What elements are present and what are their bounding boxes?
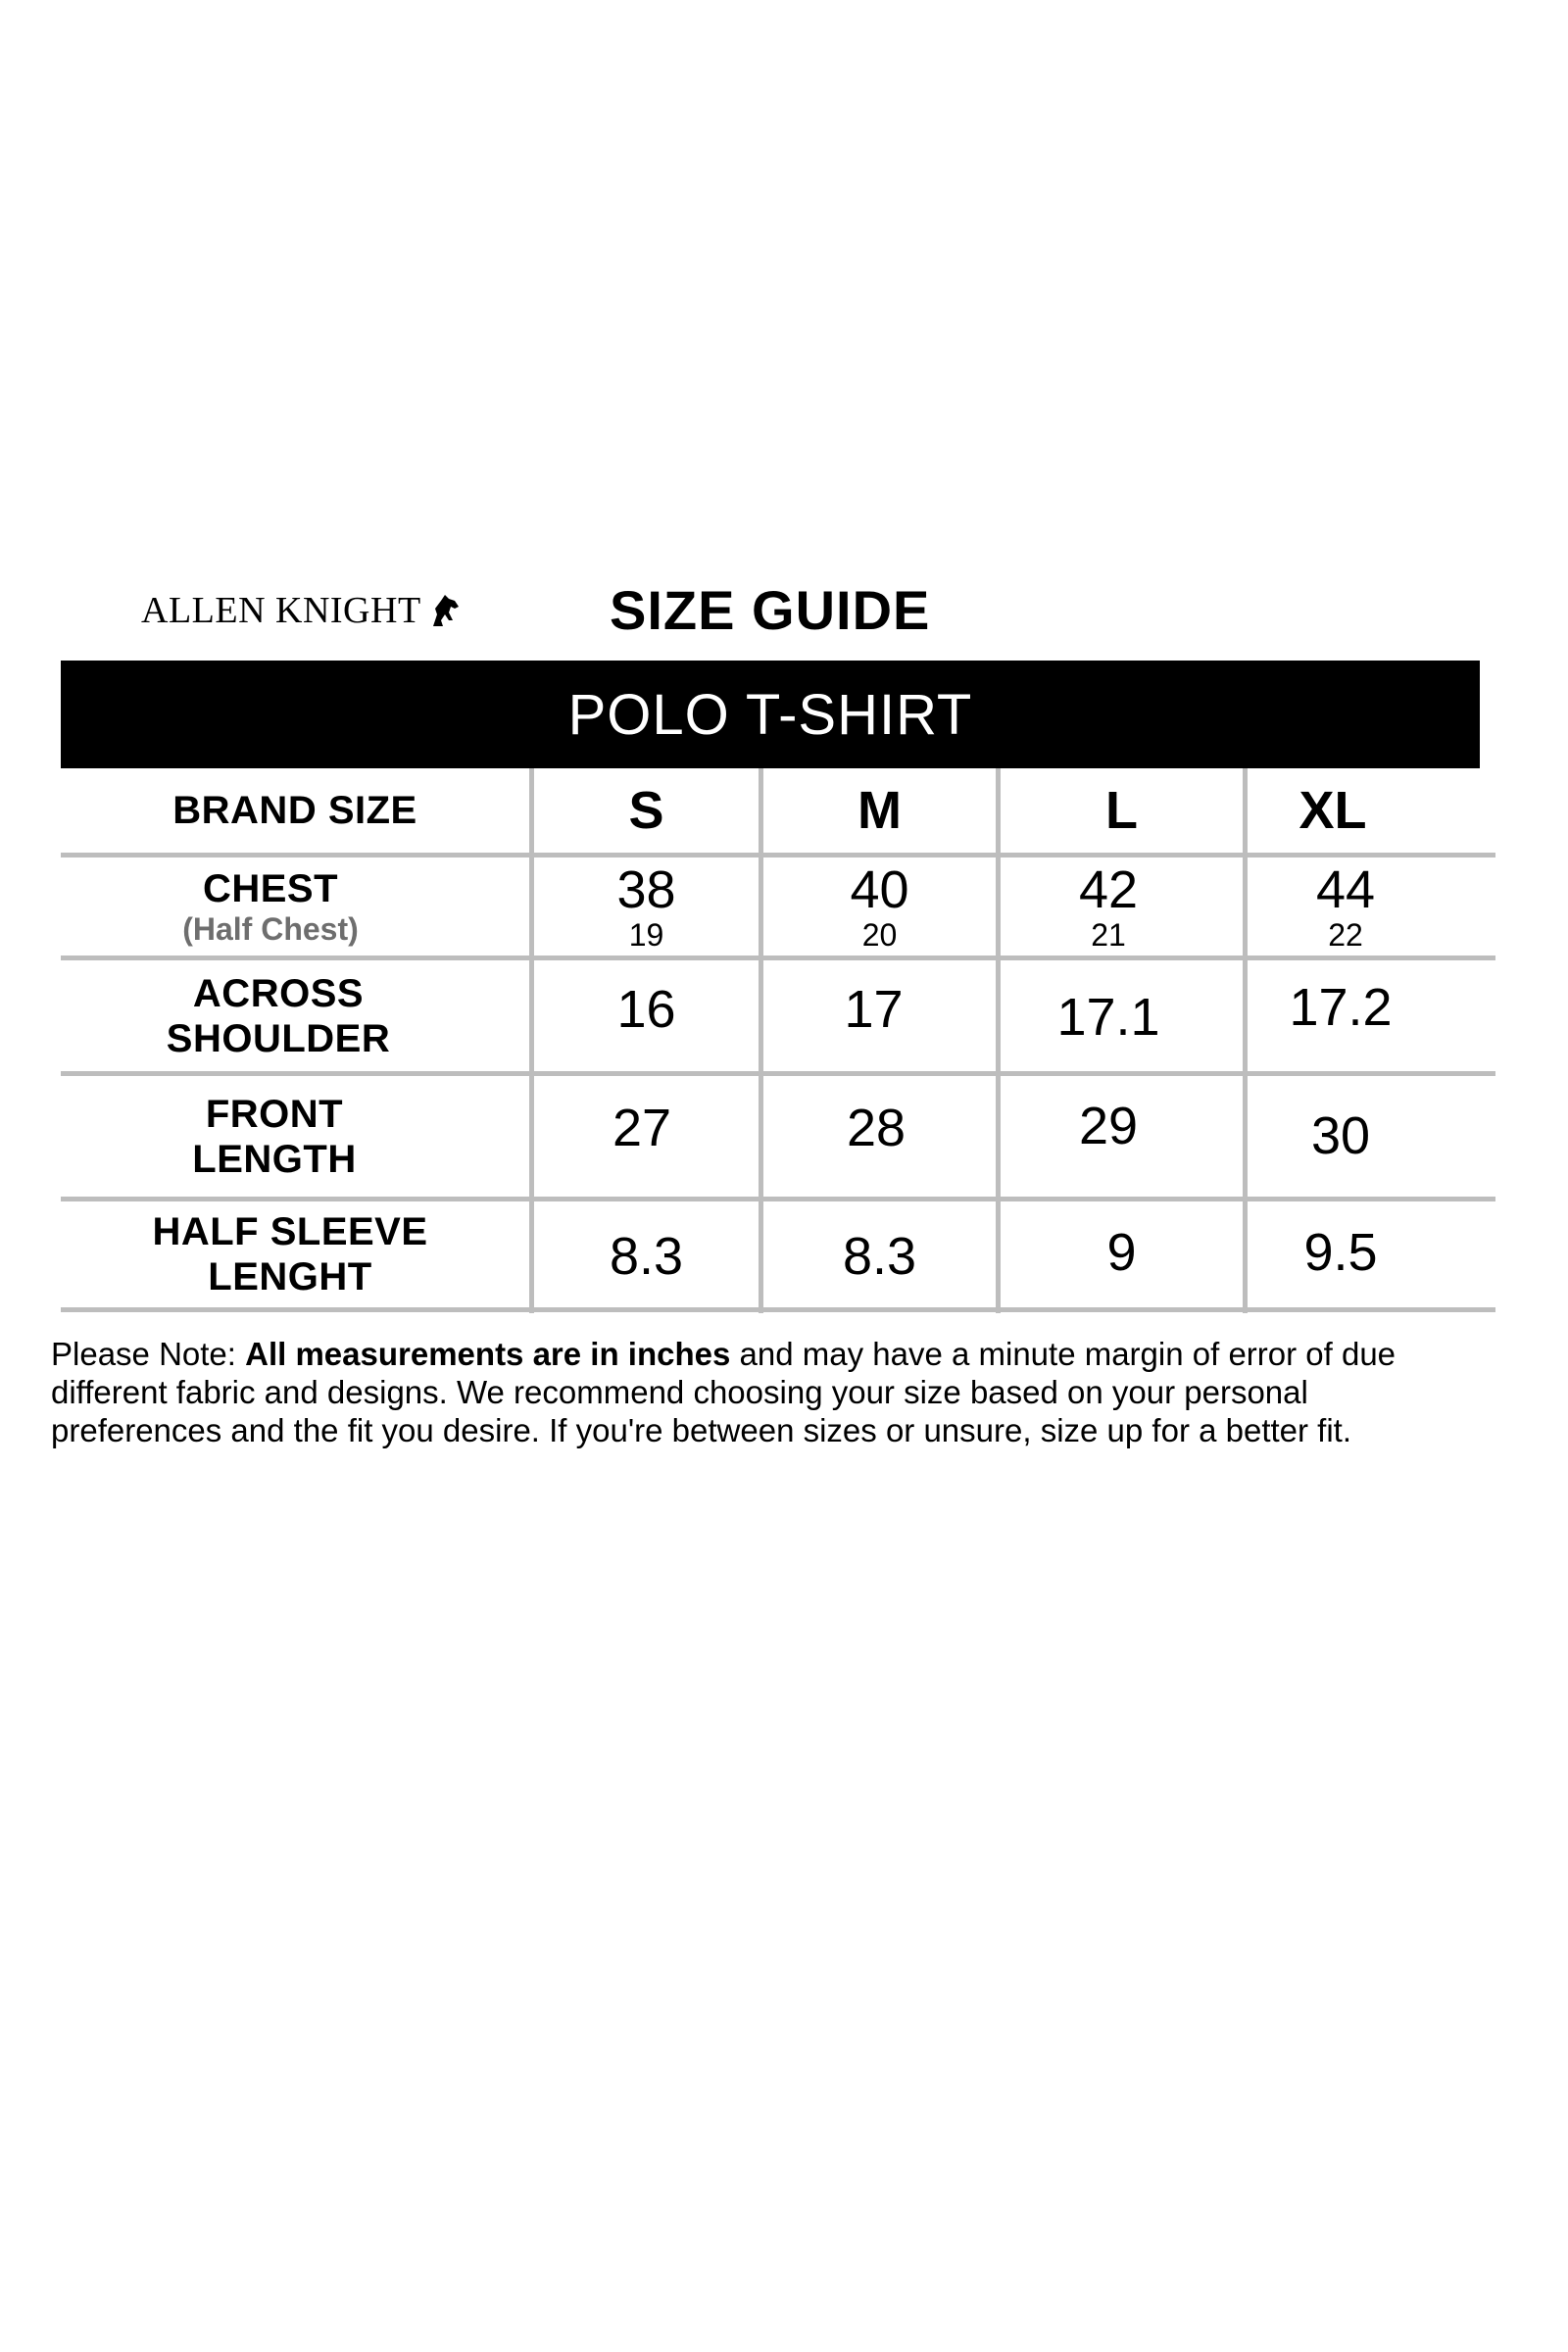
note-line-2: different fabric and designs. We recommend choosing your size based on your personal — [51, 1374, 1308, 1410]
row-sublabel: (Half Chest) — [182, 911, 359, 947]
row-label-chest — [61, 858, 480, 956]
brand-size-label: BRAND SIZE — [172, 789, 417, 832]
row-label: ACROSS — [192, 971, 365, 1015]
measurement-value: 28 — [846, 1099, 906, 1157]
chest-s — [534, 858, 759, 956]
measurement-value: 30 — [1310, 1106, 1371, 1165]
measurement-value: 17.2 — [1289, 978, 1393, 1037]
half-sleeve-m — [763, 1207, 996, 1305]
row-label: FRONT — [205, 1092, 344, 1136]
front-length-s — [534, 1076, 750, 1180]
size-label: L — [1105, 781, 1138, 840]
row-divider — [61, 1307, 1495, 1312]
size-header-m — [763, 768, 996, 853]
measurement-value: 29 — [1078, 1097, 1139, 1155]
measurement-value: 38 — [616, 860, 676, 919]
half-sleeve-xl — [1248, 1201, 1434, 1303]
row-label: SHOULDER — [166, 1016, 391, 1060]
half-sleeve-s — [534, 1207, 759, 1305]
note-line-1-rest: and may have a minute margin of error of due — [730, 1336, 1396, 1372]
row-label-half-sleeve — [61, 1201, 519, 1307]
note-line-1 — [51, 1335, 1550, 1373]
size-label: S — [628, 781, 664, 840]
half-sleeve-l — [1001, 1201, 1243, 1303]
measurement-value: 44 — [1315, 860, 1376, 919]
note-line-3: preferences and the fit you desire. If you're between sizes or unsure, size up for a better fit. — [51, 1412, 1352, 1448]
size-label: M — [858, 781, 902, 840]
measurement-value: 16 — [616, 980, 676, 1039]
measurement-note — [51, 1335, 1550, 1449]
size-header-xl — [1248, 768, 1418, 853]
row-label: LENGTH — [192, 1137, 357, 1181]
measurement-value: 40 — [850, 860, 909, 919]
measurement-value: 17.1 — [1056, 988, 1160, 1047]
page-title: SIZE GUIDE — [610, 579, 931, 641]
size-header-s — [534, 768, 759, 853]
shoulder-m — [763, 960, 984, 1058]
measurement-value: 27 — [612, 1099, 672, 1157]
measurement-value: 8.3 — [842, 1227, 917, 1286]
note-prefix: Please Note: — [51, 1336, 246, 1372]
row-label-across-shoulder — [61, 960, 496, 1071]
chest-m — [763, 858, 996, 956]
size-header-l — [1001, 768, 1243, 853]
measurement-value: 9 — [1106, 1223, 1137, 1282]
row-label: HALF SLEEVE — [152, 1210, 428, 1253]
front-length-l — [1001, 1076, 1216, 1176]
measurement-value: 42 — [1078, 860, 1139, 919]
row-label: CHEST — [202, 867, 339, 910]
note-bold: All measurements are in inches — [245, 1336, 731, 1372]
row-label: LENGHT — [208, 1255, 372, 1298]
shoulder-l — [1001, 968, 1216, 1066]
half-value: 22 — [1328, 917, 1363, 953]
half-value: 20 — [861, 917, 898, 953]
half-value: 19 — [628, 917, 664, 953]
measurement-value: 9.5 — [1303, 1223, 1378, 1282]
front-length-xl — [1248, 1084, 1434, 1188]
product-banner: POLO T-SHIRT — [61, 661, 1480, 768]
shoulder-xl — [1248, 960, 1434, 1054]
half-value: 21 — [1091, 917, 1126, 953]
chest-l — [1001, 858, 1216, 956]
front-length-m — [763, 1076, 989, 1180]
row-label-front-length — [61, 1076, 488, 1197]
brand-size-header — [61, 768, 529, 853]
chest-xl — [1248, 858, 1444, 956]
measurement-value: 8.3 — [609, 1227, 684, 1286]
brand-name: ALLEN KNIGHT — [141, 590, 421, 631]
shoulder-s — [534, 960, 759, 1058]
measurement-value: 17 — [844, 980, 904, 1039]
size-label: XL — [1298, 781, 1367, 840]
